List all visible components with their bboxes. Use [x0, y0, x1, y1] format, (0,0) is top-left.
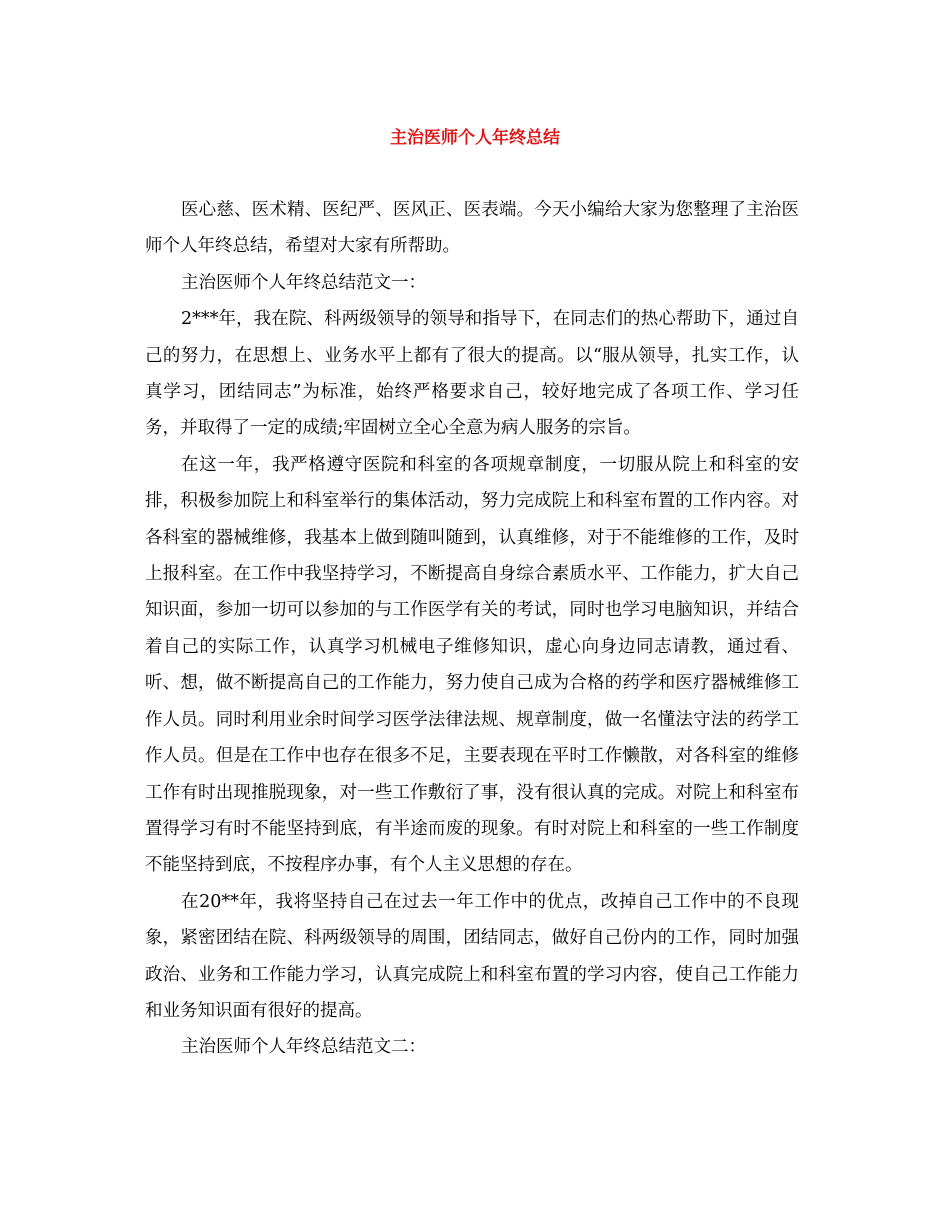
paragraph-heading-sample-one: 主治医师个人年终总结范文一： [181, 272, 426, 293]
paragraph-next-year-plan: 在20**年，我将坚持自己在过去一年工作中的优点，改掉自己工作中的不良现象，紧密团结在院、科两级领导的周围，团结同志，做好自己份内的工作，同时加强政治、业务和工作能力学习，认真完成院上和科室布置的学习内容，使自己工作能力和业务知识面有很好的提高。 [145, 891, 799, 1021]
paragraph-work-details: 在这一年，我严格遵守医院和科室的各项规章制度，一切服从院上和科室的安排，积极参加院上和科室举行的集体活动，努力完成院上和科室布置的工作内容。对各科室的器械维修，我基本上做到随叫随到，认真维修，对于不能维修的工作，及时上报科室。在工作中我坚持学习，不断提高自身综合素质水平、工作能力，扩大自己知识面，参加一切可以参加的与工作医学有关的考试，同时也学习电脑知识，并结合着自己的实际工作，认真学习机械电子维修知识，虚心向身边同志请教，通过看、听、想，做不断提高自己的工作能力，努力使自己成为合格的药学和医疗器械维修工作人员。同时利用业余时间学习医学法律法规、规章制度，做一名懂法守法的药学工作人员。但是在工作中也存在很多不足，主要表现在平时工作懒散，对各科室的维修工作有时出现推脱现象，对一些工作敷衍了事，没有很认真的完成。对院上和科室布置得学习有时不能坚持到底，有半途而废的现象。有时对院上和科室的一些工作制度不能坚持到底，不按程序办事，有个人主义思想的存在。 [145, 454, 799, 876]
paragraph-heading-sample-two: 主治医师个人年终总结范文二： [181, 1037, 426, 1058]
document-title: 主治医师个人年终总结 [390, 128, 560, 148]
paragraph-intro: 医心慈、医术精、医纪严、医风正、医表端。今天小编给大家为您整理了主治医师个人年终总结，希望对大家有所帮助。 [145, 200, 799, 257]
paragraph-year-summary: 2***年，我在院、科两级领导的领导和指导下，在同志们的热心帮助下，通过自己的努力，在思想上、业务水平上都有了很大的提高。以“服从领导，扎实工作，认真学习，团结同志”为标准，始终严格要求自己，较好地完成了各项工作、学习任务，并取得了一定的成绩;牢固树立全心全意为病人服务的宗旨。 [145, 309, 799, 439]
document-body [145, 192, 799, 1066]
